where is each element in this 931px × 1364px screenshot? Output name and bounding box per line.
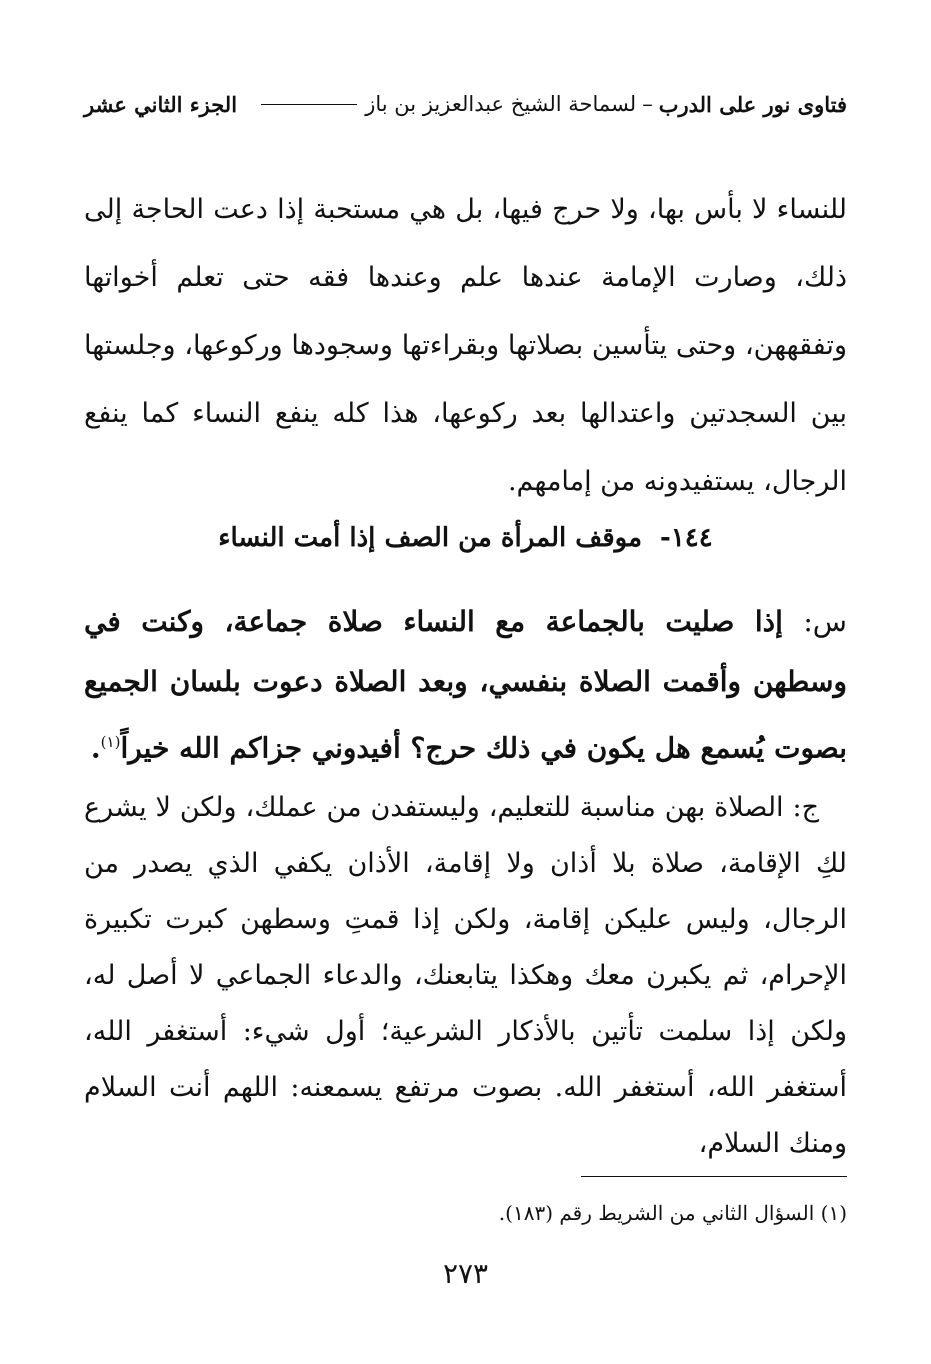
header-rule [261,104,357,105]
footnote [84,1196,847,1230]
section-heading [84,516,847,560]
intro-paragraph [84,176,847,516]
section-number: ١٤٤- [660,523,713,553]
header-author: لسماحة الشيخ عبدالعزيز بن باز [365,92,637,116]
answer-block [84,780,847,1172]
intro-text: للنساء لا بأس بها، ولا حرج فيها، بل هي مستحبة إذا دعت الحاجة إلى ذلك، وصارت الإمامة عندها علم وعندها فقه حتى تعلم أخواتها وتفقههن، وحتى يتأسين بصلاتها وبقراءتها وسجودها وركوعها، وجلستها بين السجدتين واعتدالها بعد ركوعها، هذا كله ينفع النساء كما ينفع الرجال، يستفيدونه من إمامهم. [84,194,847,497]
header-separator: – [642,92,653,116]
question-label: س: [803,605,847,638]
footnote-divider [581,1176,847,1177]
running-header [84,84,847,124]
page-number: ٢٧٣ [442,1257,489,1290]
answer-text: ج: الصلاة بهن مناسبة للتعليم، وليستفدن من عملك، ولكن لا يشرع لكِ الإقامة، صلاة بلا أذان ولا إقامة، الأذان يكفي الذي يصدر من الرجال، وليس عليكن إقامة، ولكن إذا قمتِ وسطهن كبرت تكبيرة الإحرام، ثم يكبرن معك وهكذا يتابعنك، والدعاء الجماعي لا أصل له، ولكن إذا سلمت تأتين بالأذكار الشرعية؛ أول شيء: أستغفر الله، أستغفر الله، أستغفر الله. بصوت مرتفع يسمعنه: اللهم أنت السلام ومنك السلام، [84,792,847,1159]
question-block [84,592,847,778]
header-volume: الجزء الثاني عشر [84,91,238,117]
header-collection-title: فتاوى نور على الدرب [658,91,847,117]
question-text: إذا صليت بالجماعة مع النساء صلاة جماعة، وكنت في وسطهن وأقمت الصلاة بنفسي، وبعد الصلاة دعوت بلسان الجميع بصوت يُسمع هل يكون في ذلك حرج؟ أفيدوني جزاكم الله خيراً [84,605,847,765]
section-title: موقف المرأة من الصف إذا أمت النساء [218,523,643,553]
footnote-reference: (١) [100,733,121,751]
header-title-group [253,92,847,117]
question-end: . [90,731,101,765]
footnote-text: (١) السؤال الثاني من الشريط رقم (١٨٣). [498,1201,847,1225]
